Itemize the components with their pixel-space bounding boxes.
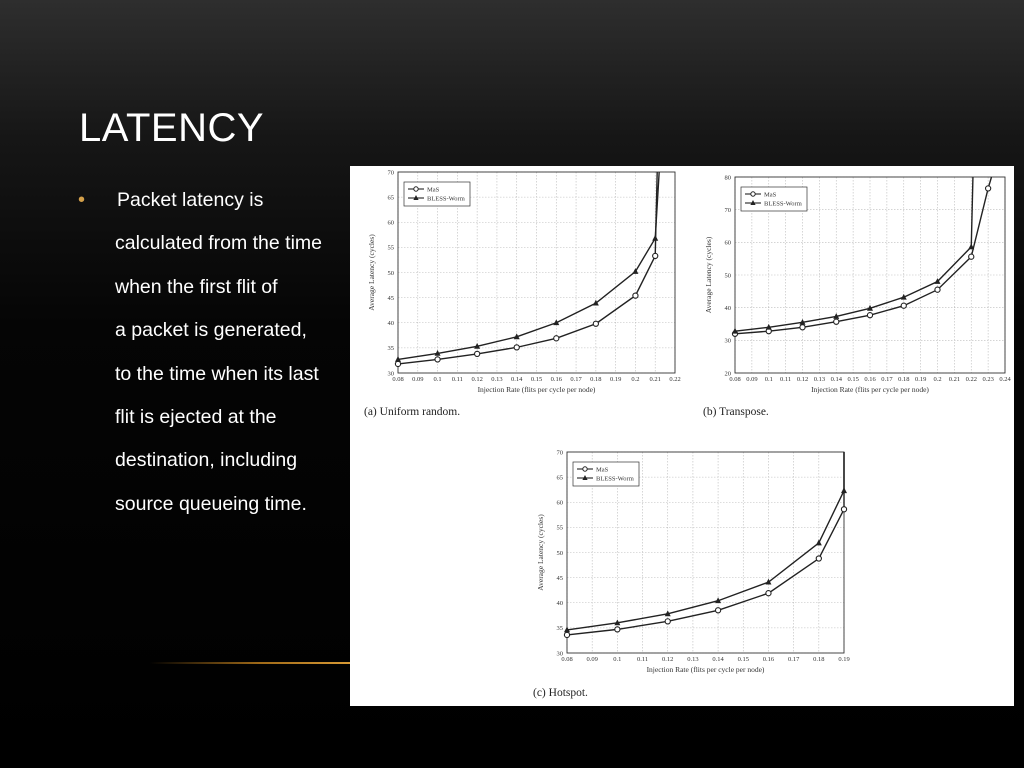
bullet-line-text: Packet latency is xyxy=(117,189,264,211)
x-tick-label: 0.2 xyxy=(933,376,942,383)
data-point-circle xyxy=(867,313,872,318)
bullet-item xyxy=(78,184,348,227)
y-tick-label: 30 xyxy=(724,337,731,345)
data-point-circle xyxy=(766,591,771,596)
latency-charts-svg xyxy=(350,166,1014,706)
data-point-circle xyxy=(435,357,440,362)
legend-label: MaS xyxy=(427,186,440,194)
bullet-line-text: destination, including xyxy=(115,449,298,472)
x-tick-label: 0.15 xyxy=(847,376,859,383)
y-tick-label: 50 xyxy=(387,269,394,277)
data-point-circle xyxy=(395,361,400,366)
y-tick-label: 70 xyxy=(556,449,563,457)
y-tick-label: 35 xyxy=(387,345,394,353)
latency-figure xyxy=(350,166,1014,706)
x-tick-label: 0.12 xyxy=(471,376,483,383)
bullet-line-text: to the time when its last xyxy=(115,362,319,385)
data-point-triangle xyxy=(652,235,658,241)
bullet-line-text: calculated from the time xyxy=(115,232,323,255)
x-tick-label: 0.13 xyxy=(491,376,503,383)
data-point-circle xyxy=(653,253,658,258)
x-tick-label: 0.19 xyxy=(914,376,927,383)
legend-marker-circle xyxy=(414,187,418,191)
y-tick-label: 45 xyxy=(387,294,394,302)
x-tick-label: 0.2 xyxy=(631,376,640,383)
x-tick-label: 0.18 xyxy=(590,376,602,383)
x-tick-label: 0.17 xyxy=(787,656,800,663)
x-tick-label: 0.12 xyxy=(662,656,674,663)
data-point-circle xyxy=(665,619,670,624)
legend-label: MaS xyxy=(764,191,777,199)
x-tick-label: 0.16 xyxy=(550,376,562,383)
legend-marker-circle xyxy=(583,467,587,471)
x-tick-label: 0.21 xyxy=(948,376,961,383)
x-tick-label: 0.19 xyxy=(838,656,850,663)
x-tick-label: 0.09 xyxy=(746,376,758,383)
x-tick-label: 0.1 xyxy=(613,656,622,663)
bullet-line-text: when the first flit of xyxy=(115,275,278,298)
data-point-circle xyxy=(816,556,821,561)
chart-caption-c: (c) Hotspot. xyxy=(533,687,588,699)
legend-label: BLESS-Worm xyxy=(764,200,802,208)
x-tick-label: 0.15 xyxy=(530,376,543,383)
data-point-circle xyxy=(834,319,839,324)
y-tick-label: 60 xyxy=(387,219,394,227)
x-tick-label: 0.14 xyxy=(830,376,842,383)
y-axis-label: Average Latency (cycles) xyxy=(367,234,376,311)
data-point-triangle xyxy=(841,487,847,493)
x-tick-label: 0.16 xyxy=(864,376,876,383)
y-tick-label: 60 xyxy=(724,239,731,247)
y-axis-label: Average Latency (cycles) xyxy=(536,514,545,591)
x-tick-label: 0.09 xyxy=(412,376,424,383)
bullet-line-text: source queueing time. xyxy=(115,492,307,515)
y-tick-label: 55 xyxy=(387,244,394,252)
legend-label: BLESS-Worm xyxy=(596,475,634,483)
bullet-icon: • xyxy=(78,189,86,211)
x-tick-label: 0.23 xyxy=(982,376,994,383)
bullet-list xyxy=(78,184,348,531)
y-tick-label: 50 xyxy=(556,549,563,557)
y-tick-label: 60 xyxy=(556,499,563,507)
x-tick-label: 0.08 xyxy=(392,376,404,383)
x-tick-label: 0.14 xyxy=(511,376,523,383)
y-tick-label: 40 xyxy=(724,304,731,312)
x-tick-label: 0.16 xyxy=(762,656,775,663)
x-tick-label: 0.15 xyxy=(737,656,749,663)
x-tick-label: 0.1 xyxy=(764,376,773,383)
y-tick-label: 40 xyxy=(556,600,563,608)
x-tick-label: 0.11 xyxy=(451,376,463,383)
data-point-circle xyxy=(986,186,991,191)
bullet-line-text: flit is ejected at the xyxy=(115,405,277,428)
chart-caption-b: (b) Transpose. xyxy=(703,406,769,418)
x-tick-label: 0.08 xyxy=(729,376,741,383)
x-tick-label: 0.13 xyxy=(813,376,826,383)
x-tick-label: 0.17 xyxy=(570,376,582,383)
data-point-circle xyxy=(564,632,569,637)
data-point-circle xyxy=(901,303,906,308)
data-point-circle xyxy=(935,287,940,292)
x-tick-label: 0.08 xyxy=(561,656,573,663)
y-tick-label: 45 xyxy=(556,574,563,582)
x-tick-label: 0.12 xyxy=(796,376,809,383)
x-tick-label: 0.24 xyxy=(999,376,1011,383)
legend-label: MaS xyxy=(596,466,609,474)
decorative-rule xyxy=(150,662,350,664)
x-tick-label: 0.22 xyxy=(669,376,681,383)
x-tick-label: 0.17 xyxy=(881,376,893,383)
x-tick-label: 0.11 xyxy=(780,376,792,383)
x-tick-label: 0.09 xyxy=(586,656,598,663)
y-tick-label: 70 xyxy=(387,169,394,177)
data-point-circle xyxy=(554,336,559,341)
x-tick-label: 0.1 xyxy=(433,376,442,383)
chart-caption-a: (a) Uniform random. xyxy=(364,406,461,418)
x-tick-label: 0.21 xyxy=(649,376,661,383)
y-axis-label: Average Latency (cycles) xyxy=(704,236,713,314)
y-tick-label: 40 xyxy=(387,320,394,328)
x-axis-label: Injection Rate (flits per cycle per node) xyxy=(646,665,765,674)
x-tick-label: 0.14 xyxy=(712,656,724,663)
data-point-circle xyxy=(969,254,974,259)
y-tick-label: 65 xyxy=(387,194,394,202)
data-point-circle xyxy=(475,351,480,356)
y-tick-label: 30 xyxy=(556,650,563,658)
y-tick-label: 70 xyxy=(724,206,731,214)
data-point-circle xyxy=(514,345,519,350)
x-tick-label: 0.13 xyxy=(687,656,699,663)
data-point-circle xyxy=(715,608,720,613)
y-tick-label: 55 xyxy=(556,524,563,532)
y-tick-label: 80 xyxy=(724,174,731,182)
slide-title: LATENCY xyxy=(79,106,265,150)
data-point-triangle xyxy=(765,579,771,585)
x-tick-label: 0.19 xyxy=(609,376,622,383)
bullet-line-text: a packet is generated, xyxy=(115,319,307,342)
data-point-triangle xyxy=(816,540,822,546)
x-tick-label: 0.11 xyxy=(636,656,649,663)
legend-marker-circle xyxy=(751,192,755,196)
y-tick-label: 50 xyxy=(724,272,731,280)
y-tick-label: 65 xyxy=(556,474,563,482)
x-axis-label: Injection Rate (flits per cycle per node) xyxy=(811,385,929,394)
y-tick-label: 30 xyxy=(387,370,394,378)
data-point-circle xyxy=(800,325,805,330)
x-tick-label: 0.18 xyxy=(898,376,910,383)
x-tick-label: 0.18 xyxy=(813,656,825,663)
data-point-circle xyxy=(615,627,620,632)
data-point-circle xyxy=(593,321,598,326)
x-axis-label: Injection Rate (flits per cycle per node) xyxy=(477,385,596,394)
x-tick-label: 0.22 xyxy=(965,376,977,383)
data-point-circle xyxy=(633,293,638,298)
legend-label: BLESS-Worm xyxy=(427,195,465,203)
y-tick-label: 35 xyxy=(556,625,563,633)
y-tick-label: 20 xyxy=(724,370,731,378)
data-point-circle xyxy=(841,507,846,512)
